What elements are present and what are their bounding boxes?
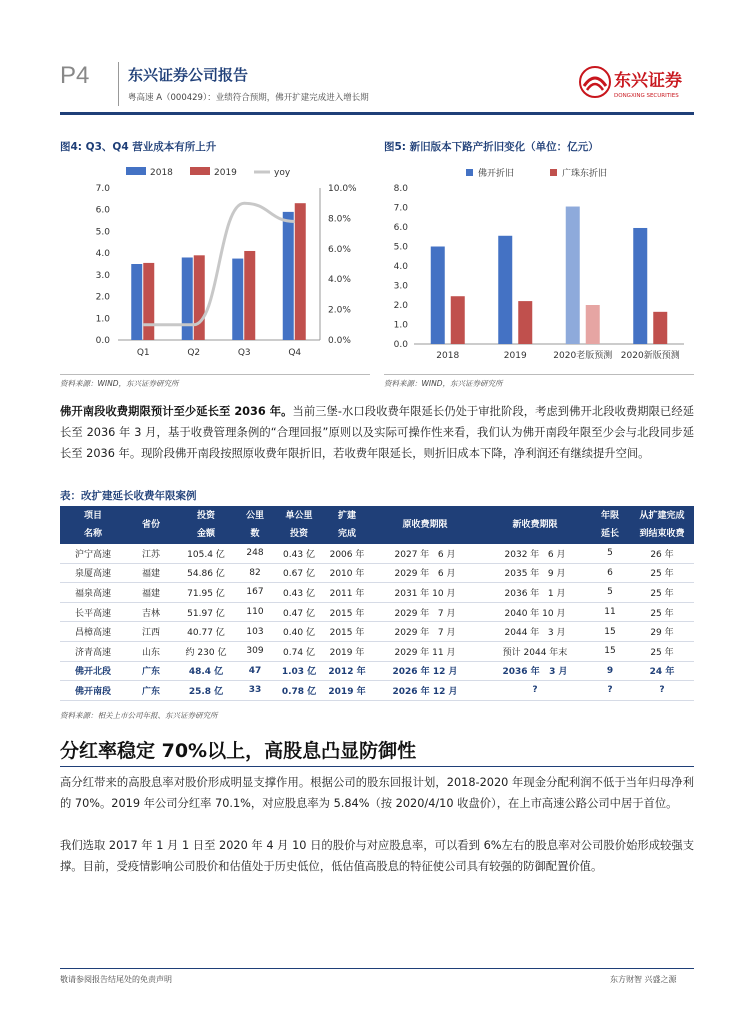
table-cell: 51.97 亿 <box>176 602 236 622</box>
table-cell: 25 年 <box>630 641 694 661</box>
table-cell: 2010 年 <box>324 563 370 583</box>
x-tick-label: 2019 <box>503 351 527 361</box>
table-cell: 预计 2044 年末 <box>480 641 590 661</box>
table-header-cell: 公里 数 <box>236 506 274 544</box>
bar-2019-Q4 <box>295 203 306 340</box>
bar-2018-Q3 <box>232 259 243 340</box>
paragraph-dividend: 高分红带来的高股息率对股价形成明显支撑作用。根据公司的股东回报计划，2018-2020 年现金分配利润不低于当年归母净利的 70%。2019 年公司分红率 70.1%，对应股息率为 5.84%（按 2020/4/10 收盘价），在上市高速公路公司中居于首位。 <box>60 776 694 810</box>
table-cell: 2015 年 <box>324 622 370 642</box>
bar-2018-Q1 <box>131 264 142 340</box>
table-cell: 15 <box>590 622 630 642</box>
footer-disclaimer: 敬请参阅报告结尾处的免责声明 <box>60 975 172 984</box>
table-cell: 9 <box>590 661 630 681</box>
header-divider <box>118 62 119 106</box>
bar-佛开折旧-2020新版预测 <box>633 228 647 344</box>
bar-广珠东折旧-2018 <box>451 296 465 344</box>
table-cell: 2012 年 <box>324 661 370 681</box>
table-cell: 2035 年 9 月 <box>480 563 590 583</box>
x-tick-label: Q2 <box>187 348 201 358</box>
bar-广珠东折旧-2019 <box>518 301 532 344</box>
y-tick-label: 8.0 <box>393 184 408 194</box>
y-tick-label: 6.0 <box>95 205 110 216</box>
fig4-title: 图4: Q3、Q4 营业成本有所上升 <box>60 141 217 153</box>
table-cell: 2044 年 3 月 <box>480 622 590 642</box>
table-cell: 103 <box>236 622 274 642</box>
table-cell: 248 <box>236 544 274 563</box>
table-cell: 江西 <box>126 622 176 642</box>
x-tick-label: Q4 <box>288 348 302 358</box>
table-cell: 2040 年 10 月 <box>480 602 590 622</box>
fig4-source-rule <box>60 374 370 375</box>
table-header-cell: 投资 金额 <box>176 506 236 544</box>
x-tick-label: Q3 <box>237 348 251 358</box>
table-cell: 15 <box>590 641 630 661</box>
y2-tick-label: 6.0% <box>328 244 351 255</box>
table-row <box>60 681 694 701</box>
table-cell: 长平高速 <box>60 602 126 622</box>
y2-tick-label: 2.0% <box>328 305 351 316</box>
table-cell: 2029 年 6 月 <box>370 563 480 583</box>
legend-swatch-广珠东折旧 <box>550 169 557 176</box>
paragraph-lead: 佛开南段收费期限预计至少延长至 2036 年。 <box>60 405 293 418</box>
table-row <box>60 544 694 563</box>
table-cell: ? <box>480 681 590 701</box>
table-cell: 24 年 <box>630 661 694 681</box>
table-row <box>60 583 694 603</box>
table-cell: 0.40 亿 <box>274 622 324 642</box>
table-cell: 105.4 亿 <box>176 544 236 563</box>
table-cell: 110 <box>236 602 274 622</box>
table-header-cell: 新收费期限 <box>480 506 590 544</box>
legend-swatch-2019 <box>190 167 210 175</box>
x-tick-label: 2020新版预测 <box>620 351 680 361</box>
table-cell: 2015 年 <box>324 602 370 622</box>
table-cell: 25 年 <box>630 602 694 622</box>
y2-tick-label: 10.0% <box>328 184 357 194</box>
table-cell: 0.78 亿 <box>274 681 324 701</box>
y-tick-label: 6.0 <box>393 223 408 233</box>
table-cell: 广东 <box>126 681 176 701</box>
table-cell: 11 <box>590 602 630 622</box>
bar-广珠东折旧-2020老版预测 <box>586 305 600 344</box>
table-cell: 福建 <box>126 583 176 603</box>
table-row <box>60 661 694 681</box>
table-cell: ? <box>630 681 694 701</box>
table-cell: 309 <box>236 641 274 661</box>
paragraph-term-extension <box>60 401 694 464</box>
table-cell: 济青高速 <box>60 641 126 661</box>
table-cell: 33 <box>236 681 274 701</box>
table-cell: 2029 年 11 月 <box>370 641 480 661</box>
table-cell: 2031 年 10 月 <box>370 583 480 603</box>
y-tick-label: 7.0 <box>95 184 110 194</box>
section-heading: 分红率稳定 70%以上，高股息凸显防御性 <box>60 740 417 762</box>
table-cell: 2036 年 1 月 <box>480 583 590 603</box>
y2-tick-label: 4.0% <box>328 275 351 286</box>
table-cell: 0.43 亿 <box>274 583 324 603</box>
legend-label-2019: 2019 <box>214 168 237 178</box>
table-cell: 54.86 亿 <box>176 563 236 583</box>
table-cell: ? <box>590 681 630 701</box>
table-cell: 沪宁高速 <box>60 544 126 563</box>
table-cell: 广东 <box>126 661 176 681</box>
fig5-source: 资料来源：WIND，东兴证券研究所 <box>384 379 503 388</box>
bar-广珠东折旧-2020新版预测 <box>653 312 667 344</box>
bar-佛开折旧-2020老版预测 <box>566 207 580 344</box>
logo-circle-icon <box>580 67 610 97</box>
table-row <box>60 641 694 661</box>
logo-text: 东兴证券 <box>614 71 682 91</box>
bar-2019-Q2 <box>194 255 205 340</box>
table-source: 资料来源：相关上市公司年报、东兴证券研究所 <box>60 711 218 720</box>
table-cell: 2032 年 6 月 <box>480 544 590 563</box>
table-cell: 25 年 <box>630 563 694 583</box>
y-tick-label: 5.0 <box>95 227 110 238</box>
fig4-source: 资料来源：WIND，东兴证券研究所 <box>60 379 179 388</box>
table-cell: 29 年 <box>630 622 694 642</box>
legend-label-2018: 2018 <box>150 168 173 178</box>
y-tick-label: 4.0 <box>95 249 110 260</box>
table-cell: 0.47 亿 <box>274 602 324 622</box>
y-tick-label: 0.0 <box>95 336 110 346</box>
table-cell: 40.77 亿 <box>176 622 236 642</box>
footer-rule <box>60 968 694 969</box>
table-header-cell: 项目 名称 <box>60 506 126 544</box>
table-header-cell: 年限 延长 <box>590 506 630 544</box>
bar-2019-Q3 <box>244 251 255 340</box>
y2-tick-label: 0.0% <box>328 336 351 346</box>
table-cell: 2011 年 <box>324 583 370 603</box>
logo-subtext: DONGXING SECURITIES <box>614 93 679 99</box>
table-cell: 25 年 <box>630 583 694 603</box>
table-header-cell: 原收费期限 <box>370 506 480 544</box>
fig4-chart <box>60 158 380 368</box>
y-tick-label: 7.0 <box>393 203 408 214</box>
y-tick-label: 5.0 <box>393 242 408 253</box>
legend-label-yoy: yoy <box>274 168 291 178</box>
x-tick-label: 2018 <box>436 351 460 361</box>
table-cell: 71.95 亿 <box>176 583 236 603</box>
table-cell: 47 <box>236 661 274 681</box>
paragraph-body: 当前三堡-水口段收费年限延长仍处于审批阶段，考虑到佛开北段收费期限已经延长至 2036 年 3 月，基于收费管理条例的“合理回报”原则以及实际可操作性来看，我们认为佛开南段年限至少会与北段同步延长至 2036 年。现阶段佛开南段按照原收费年限折旧，若收费年限延长，则折旧成本下降，净利润还有继续提升空间。 <box>60 405 694 460</box>
y-tick-label: 2.0 <box>393 301 408 311</box>
table-cell: 5 <box>590 544 630 563</box>
fig5-source-rule <box>384 374 694 375</box>
bar-佛开折旧-2019 <box>498 236 512 344</box>
bar-2019-Q1 <box>143 263 154 340</box>
fig5-title: 图5: 新旧版本下路产折旧变化（单位：亿元） <box>384 141 599 153</box>
table-cell: 26 年 <box>630 544 694 563</box>
legend-swatch-佛开折旧 <box>466 169 473 176</box>
table-cell: 2029 年 7 月 <box>370 622 480 642</box>
table-cell: 0.74 亿 <box>274 641 324 661</box>
y-tick-label: 3.0 <box>393 281 408 292</box>
legend-label-广珠东折旧: 广珠东折旧 <box>562 169 608 179</box>
table-cell: 167 <box>236 583 274 603</box>
x-tick-label: 2020老版预测 <box>553 351 613 361</box>
table-cell: 泉厦高速 <box>60 563 126 583</box>
bar-佛开折旧-2018 <box>431 247 445 345</box>
y-tick-label: 2.0 <box>95 292 110 303</box>
y-tick-label: 0.0 <box>393 340 408 350</box>
table-cell: 约 230 亿 <box>176 641 236 661</box>
table-cell: 福泉高速 <box>60 583 126 603</box>
bar-2018-Q4 <box>283 212 294 340</box>
extension-cases-table <box>60 506 694 701</box>
legend-swatch-2018 <box>126 167 146 175</box>
table-row <box>60 622 694 642</box>
company-logo <box>578 64 693 104</box>
table-cell: 48.4 亿 <box>176 661 236 681</box>
table-cell: 福建 <box>126 563 176 583</box>
table-cell: 2006 年 <box>324 544 370 563</box>
table-header-cell: 单公里 投资 <box>274 506 324 544</box>
header-rule <box>60 112 694 115</box>
table-cell: 0.43 亿 <box>274 544 324 563</box>
table-cell: 5 <box>590 583 630 603</box>
table-cell: 25.8 亿 <box>176 681 236 701</box>
table-cell: 江苏 <box>126 544 176 563</box>
table-header-cell: 扩建 完成 <box>324 506 370 544</box>
table-header-cell: 省份 <box>126 506 176 544</box>
table-cell: 山东 <box>126 641 176 661</box>
table-cell: 6 <box>590 563 630 583</box>
section-rule <box>60 766 694 767</box>
bar-2018-Q2 <box>182 257 193 340</box>
table-title: 表：改扩建延长收费年限案例 <box>60 490 197 502</box>
footer-slogan: 东方财智 兴盛之源 <box>610 975 677 984</box>
table-cell: 1.03 亿 <box>274 661 324 681</box>
table-row <box>60 602 694 622</box>
table-cell: 0.67 亿 <box>274 563 324 583</box>
y-tick-label: 1.0 <box>95 314 110 325</box>
table-header-cell: 从扩建完成 到结束收费 <box>630 506 694 544</box>
table-row <box>60 563 694 583</box>
page-number: P4 <box>60 62 90 89</box>
y-tick-label: 1.0 <box>393 320 408 331</box>
table-cell: 2027 年 6 月 <box>370 544 480 563</box>
y-tick-label: 4.0 <box>393 262 408 272</box>
legend-label-佛开折旧: 佛开折旧 <box>478 169 515 179</box>
table-cell: 82 <box>236 563 274 583</box>
yoy-line <box>143 203 295 325</box>
table-cell: 佛开北段 <box>60 661 126 681</box>
fig5-chart <box>384 158 694 368</box>
y-tick-label: 3.0 <box>95 270 110 281</box>
table-cell: 2019 年 <box>324 681 370 701</box>
table-cell: 昌樟高速 <box>60 622 126 642</box>
report-subtitle: 粤高速 A（000429）：业绩符合预期，佛开扩建完成进入增长期 <box>128 93 369 103</box>
table-cell: 2026 年 12 月 <box>370 681 480 701</box>
paragraph-support: 我们选取 2017 年 1 月 1 日至 2020 年 4 月 10 日的股价与对应股息率，可以看到 6%左右的股息率对公司股价始形成较强支撑。目前，受疫情影响公司股价和估值处于历史低位，低估值高股息的特征使公司具有较强的防御配置价值。 <box>60 839 694 873</box>
y2-tick-label: 8.0% <box>328 214 351 225</box>
report-title: 东兴证券公司报告 <box>128 66 249 84</box>
table-cell: 2029 年 7 月 <box>370 602 480 622</box>
table-cell: 2036 年 3 月 <box>480 661 590 681</box>
table-cell: 2019 年 <box>324 641 370 661</box>
x-tick-label: Q1 <box>136 348 150 358</box>
table-cell: 佛开南段 <box>60 681 126 701</box>
table-cell: 吉林 <box>126 602 176 622</box>
table-cell: 2026 年 12 月 <box>370 661 480 681</box>
